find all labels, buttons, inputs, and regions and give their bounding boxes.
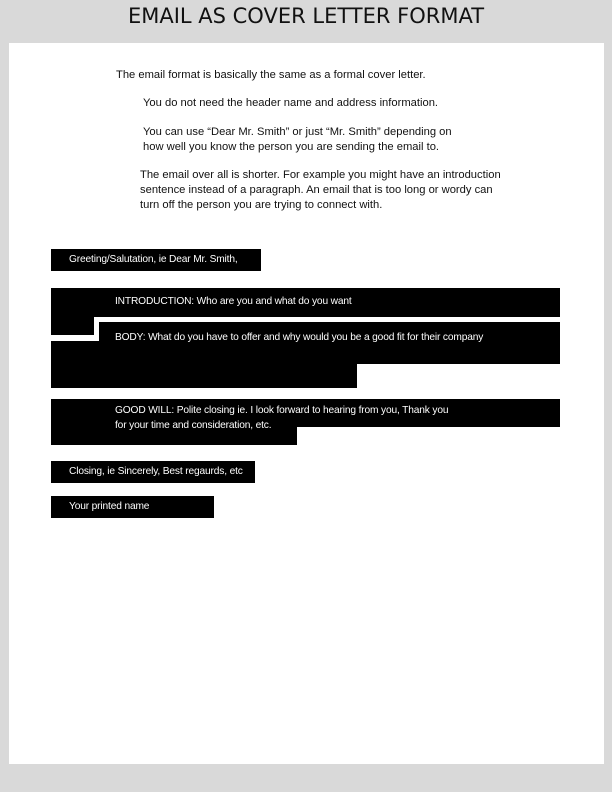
tip-length-line-3: turn off the person you are trying to connect with. [140, 199, 383, 211]
body-block-tail [51, 341, 357, 388]
tip-greeting-line-1: You can use “Dear Mr. Smith” or just “Mr. Smith” depending on [143, 126, 452, 138]
tip-length-line-2: sentence instead of a paragraph. An email that is too long or wordy can [140, 184, 493, 196]
body-label: BODY: What do you have to offer and why would you be a good fit for their company [115, 332, 484, 343]
greeting-label: Greeting/Salutation, ie Dear Mr. Smith, [69, 254, 238, 265]
introduction-label: INTRODUCTION: Who are you and what do you want [115, 296, 352, 307]
introduction-block-tab [51, 317, 94, 335]
tip-greeting-line-2: how well you know the person you are sending the email to. [143, 141, 440, 153]
printed-name-label: Your printed name [69, 501, 150, 512]
goodwill-label-line-2: for your time and consideration, etc. [115, 420, 272, 431]
tip-length-line-1: The email over all is shorter. For example you might have an introduction [140, 169, 501, 181]
intro-text: The email format is basically the same as a formal cover letter. [116, 69, 426, 81]
tip-header-info: You do not need the header name and address information. [143, 97, 439, 109]
closing-label: Closing, ie Sincerely, Best regaurds, etc [69, 466, 243, 477]
goodwill-label-line-1: GOOD WILL: Polite closing ie. I look forward to hearing from you, Thank you [115, 405, 449, 416]
page-title: EMAIL AS COVER LETTER FORMAT [127, 4, 485, 28]
